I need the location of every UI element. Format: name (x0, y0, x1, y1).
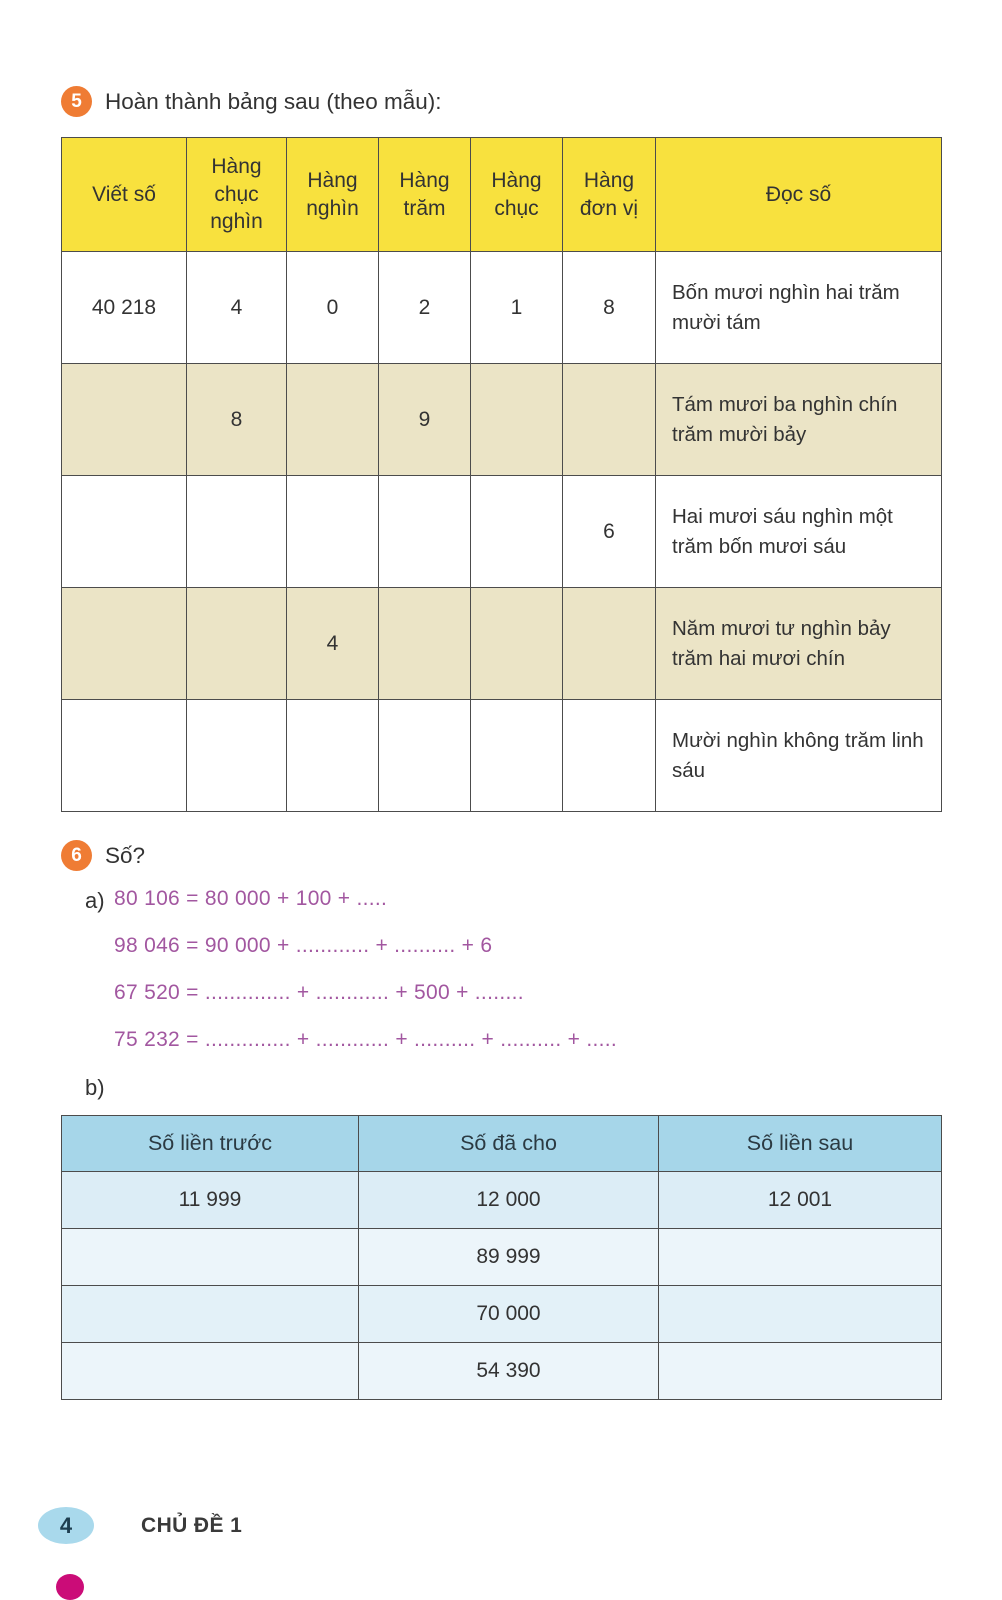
exercise-6-part-a (85, 887, 941, 1052)
cell-chuc-nghin: 8 (187, 364, 287, 476)
place-value-table (61, 137, 942, 812)
place-value-header-row (62, 138, 942, 252)
cell-don-vi (563, 700, 656, 812)
cell-so-lien-sau (659, 1286, 942, 1343)
cell-viet-so: 40 218 (62, 252, 187, 364)
table-row (62, 476, 942, 588)
exercise-6-title: Số? (105, 842, 146, 868)
cell-tram (379, 700, 471, 812)
neighbor-numbers-table (61, 1115, 942, 1400)
col-header-hang-don-vi: Hàng đơn vị (563, 138, 656, 252)
cell-don-vi: 8 (563, 252, 656, 364)
col-header-so-lien-sau: Số liền sau (659, 1116, 942, 1172)
cell-chuc: 1 (471, 252, 563, 364)
cell-chuc-nghin: 4 (187, 252, 287, 364)
cell-so-da-cho: 89 999 (359, 1229, 659, 1286)
exercise-5-badge: 5 (61, 86, 92, 117)
neighbor-table-header-row (62, 1116, 942, 1172)
equation-2: 98 046 = 90 000 + ............ + .......... + 6 (114, 934, 493, 957)
cell-nghin (287, 700, 379, 812)
cell-chuc (471, 700, 563, 812)
equation-4: 75 232 = .............. + ............ + .......... + .......... + ..... (114, 1028, 618, 1051)
table-row (62, 588, 942, 700)
cell-so-lien-truoc (62, 1229, 359, 1286)
col-header-hang-chuc-nghin: Hàng chục nghìn (187, 138, 287, 252)
equation-1: 80 106 = 80 000 + 100 + ..... (114, 887, 388, 910)
col-header-viet-so: Viết số (62, 138, 187, 252)
cell-chuc-nghin (187, 700, 287, 812)
cell-nghin: 4 (287, 588, 379, 700)
table-row (62, 252, 942, 364)
col-header-so-lien-truoc: Số liền trước (62, 1116, 359, 1172)
cell-so-da-cho: 12 000 (359, 1172, 659, 1229)
col-header-hang-tram: Hàng trăm (379, 138, 471, 252)
cell-don-vi: 6 (563, 476, 656, 588)
exercise-5-header (61, 86, 941, 117)
cell-don-vi (563, 588, 656, 700)
cell-nghin (287, 364, 379, 476)
cell-tram: 2 (379, 252, 471, 364)
page-corner-dot (56, 1574, 84, 1600)
cell-so-lien-truoc (62, 1343, 359, 1400)
page-number-badge: 4 (38, 1507, 94, 1544)
equation-3: 67 520 = .............. + ............ + 500 + ........ (114, 981, 524, 1004)
cell-so-lien-sau: 12 001 (659, 1172, 942, 1229)
cell-chuc (471, 476, 563, 588)
cell-nghin (287, 476, 379, 588)
cell-viet-so (62, 364, 187, 476)
table-row (62, 700, 942, 812)
cell-chuc (471, 364, 563, 476)
cell-so-lien-sau (659, 1229, 942, 1286)
cell-viet-so (62, 700, 187, 812)
table-row (62, 1343, 942, 1400)
cell-doc-so: Hai mươi sáu nghìn một trăm bốn mươi sáu (656, 476, 942, 588)
exercise-5-title: Hoàn thành bảng sau (theo mẫu): (105, 88, 442, 114)
cell-so-lien-sau (659, 1343, 942, 1400)
textbook-page (0, 86, 1002, 1400)
cell-tram (379, 588, 471, 700)
cell-don-vi (563, 364, 656, 476)
part-a-label: a) (85, 888, 105, 913)
cell-chuc-nghin (187, 588, 287, 700)
cell-so-lien-truoc: 11 999 (62, 1172, 359, 1229)
cell-so-da-cho: 70 000 (359, 1286, 659, 1343)
cell-tram (379, 476, 471, 588)
table-row (62, 1172, 942, 1229)
cell-tram: 9 (379, 364, 471, 476)
cell-so-da-cho: 54 390 (359, 1343, 659, 1400)
cell-doc-so: Năm mươi tư nghìn bảy trăm hai mươi chín (656, 588, 942, 700)
exercise-6-header (61, 840, 941, 871)
chapter-label: CHỦ ĐỀ 1 (141, 1513, 243, 1537)
cell-so-lien-truoc (62, 1286, 359, 1343)
cell-doc-so: Tám mươi ba nghìn chín trăm mười bảy (656, 364, 942, 476)
cell-doc-so: Mười nghìn không trăm linh sáu (656, 700, 942, 812)
col-header-hang-chuc: Hàng chục (471, 138, 563, 252)
table-row (62, 1286, 942, 1343)
exercise-6-badge: 6 (61, 840, 92, 871)
part-b-label: b) (85, 1075, 105, 1100)
cell-nghin: 0 (287, 252, 379, 364)
cell-viet-so (62, 476, 187, 588)
col-header-hang-nghin: Hàng nghìn (287, 138, 379, 252)
cell-chuc (471, 588, 563, 700)
cell-chuc-nghin (187, 476, 287, 588)
table-row (62, 1229, 942, 1286)
cell-viet-so (62, 588, 187, 700)
col-header-doc-so: Đọc số (656, 138, 942, 252)
cell-doc-so: Bốn mươi nghìn hai trăm mười tám (656, 252, 942, 364)
page-footer (0, 1507, 1002, 1544)
table-row (62, 364, 942, 476)
col-header-so-da-cho: Số đã cho (359, 1116, 659, 1172)
